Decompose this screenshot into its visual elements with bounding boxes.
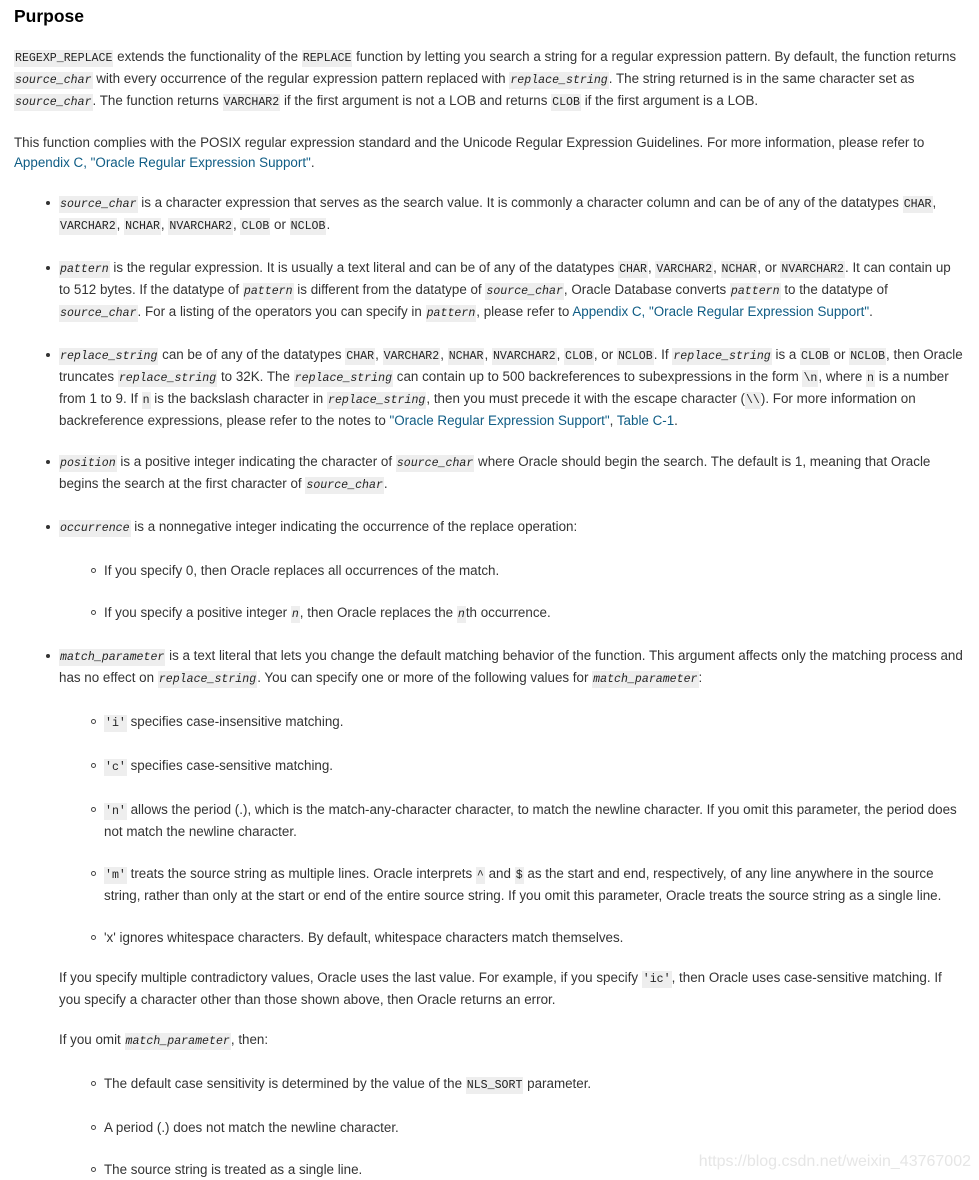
text: is the backslash character in [150, 391, 327, 406]
text: is a character expression that serves as the search value. It is commonly a character column and can be of any of the datatypes [137, 195, 903, 210]
code: VARCHAR2 [223, 96, 280, 109]
list-item-occurrence [59, 517, 965, 625]
sublist-item [104, 800, 965, 842]
code: replace_string [118, 372, 217, 385]
code: CLOB [565, 350, 593, 363]
text: allows the period (.), which is the match-any-character character, to match the newline character. If you omit this parameter, the period does not match the newline character. [104, 802, 957, 839]
text: , please refer to [476, 304, 573, 319]
code: REPLACE [302, 52, 352, 65]
code: 'n' [105, 805, 126, 818]
code: 'c' [105, 761, 126, 774]
sublist-item: 'x' ignores whitespace characters. By default, whitespace characters match themselves. [104, 928, 965, 948]
text: . If [653, 347, 673, 362]
code: VARCHAR2 [383, 350, 440, 363]
code: source_char [15, 74, 92, 87]
text: specifies case-sensitive matching. [126, 758, 334, 773]
text: . [383, 476, 388, 491]
text: parameter. [523, 1076, 592, 1091]
text: is different from the datatype of [293, 282, 486, 297]
text: , [375, 347, 383, 362]
text: can contain up to 500 backreferences to subexpressions in the form [393, 369, 803, 384]
code: source_char [60, 307, 137, 320]
text: can be of any of the datatypes [158, 347, 346, 362]
text: to the datatype of [780, 282, 888, 297]
code: NCLOB [290, 220, 326, 233]
code: NCLOB [617, 350, 653, 363]
posix-paragraph [14, 133, 965, 173]
code: NCLOB [850, 350, 886, 363]
text: , [440, 347, 448, 362]
list-item-position [59, 452, 965, 496]
code: pattern [60, 263, 109, 276]
text: , [556, 347, 565, 362]
text: , or [593, 347, 617, 362]
text: extends the functionality of the [113, 49, 302, 64]
text: is a number from 1 to 9. If [59, 369, 949, 406]
text: is a [771, 347, 801, 362]
code: VARCHAR2 [656, 263, 713, 276]
code: replace_string [510, 74, 608, 87]
text: . The string returned is in the same character set as [608, 71, 915, 86]
code: VARCHAR2 [60, 220, 116, 233]
sublist-item [104, 712, 965, 734]
code: 'ic' [642, 973, 671, 986]
text: . [869, 304, 873, 319]
text: . For a listing of the operators you can specify in [137, 304, 426, 319]
code: NVARCHAR2 [781, 263, 845, 276]
appendix-c-link[interactable]: Appendix C, "Oracle Regular Expression Support" [14, 155, 311, 170]
text: if the first argument is not a LOB and returns [280, 93, 552, 108]
intro-paragraph [14, 47, 965, 113]
text: . You can specify one or more of the following values for [257, 670, 593, 685]
code: match_parameter [593, 673, 698, 686]
code: n [867, 372, 874, 385]
text: is a nonnegative integer indicating the occurrence of the replace operation: [130, 519, 578, 534]
text: . The function returns [92, 93, 223, 108]
text: The default case sensitivity is determined by the value of the [104, 1076, 466, 1091]
text: , [647, 260, 656, 275]
code: n [291, 608, 299, 621]
code: NLS_SORT [466, 1079, 523, 1092]
text: as the start and end, respectively, of any line anywhere in the source string, rather than only at the start or end of the entire source string. If you omit this parameter, Oracle treats the source string as a single line. [104, 866, 942, 903]
text: . [674, 413, 678, 428]
table-c1-link[interactable]: Table C-1 [616, 413, 675, 428]
text: is a text literal that lets you change the default matching behavior of the function. This argument affects only the matching process and has no effect on [59, 648, 963, 685]
text: , then Oracle truncates [59, 347, 963, 384]
parameter-list [14, 193, 965, 1180]
code: n [457, 608, 465, 621]
code: CLOB [552, 96, 580, 109]
code: replace_string [327, 394, 426, 407]
text: and [484, 866, 515, 881]
text: , where [818, 369, 867, 384]
text: , then Oracle uses case-sensitive matching. If you specify a character other than those shown above, then Oracle returns an error. [59, 970, 942, 1007]
regex-support-link[interactable]: "Oracle Regular Expression Support" [389, 413, 610, 428]
code: occurrence [60, 522, 130, 535]
text: , [932, 195, 937, 210]
page-title: Purpose [14, 6, 85, 26]
list-item-pattern [59, 258, 965, 324]
text: to 32K. The [217, 369, 294, 384]
code: CLOB [241, 220, 270, 233]
list-item-match-parameter [59, 646, 965, 1180]
code: replace_string [158, 673, 257, 686]
appendix-c-link[interactable]: Appendix C, "Oracle Regular Expression Support" [572, 304, 870, 319]
text: where Oracle should begin the search. The default is 1, meaning that Oracle begins the search at the first character of [59, 454, 931, 491]
sublist-item [104, 1074, 965, 1096]
text: . It can contain up to 512 bytes. If the datatype of [59, 260, 951, 297]
code: $ [515, 869, 523, 882]
code: n [142, 394, 150, 407]
match-options-sublist [59, 712, 965, 948]
code: source_char [306, 479, 383, 492]
text: specifies case-insensitive matching. [126, 714, 344, 729]
text: This function complies with the POSIX regular expression standard and the Unicode Regular Expression Guidelines. For more information, please refer to [14, 135, 925, 150]
code: pattern [243, 285, 293, 298]
code: NVARCHAR2 [169, 220, 232, 233]
code: CHAR [346, 350, 375, 363]
code: REGEXP_REPLACE [15, 52, 113, 65]
text: function by letting you search a string for a regular expression pattern. By default, the function returns [352, 49, 957, 64]
code: source_char [15, 96, 92, 109]
text: is the regular expression. It is usually a text literal and can be of any of the datatypes [109, 260, 619, 275]
text: , or [757, 260, 781, 275]
omit-paragraph [59, 1030, 965, 1052]
sublist-item [104, 756, 965, 778]
code: 'i' [105, 717, 126, 730]
code: replace_string [60, 350, 158, 363]
text: treats the source string as multiple lines. Oracle interprets [126, 866, 476, 881]
text: th occurrence. [465, 605, 551, 620]
sublist-item: If you specify 0, then Oracle replaces all occurrences of the match. [104, 561, 965, 581]
contradictory-values-paragraph [59, 968, 965, 1010]
text: : [698, 670, 703, 685]
code: source_char [60, 198, 137, 211]
text: , [160, 217, 169, 232]
text: , [233, 217, 241, 232]
text: , [713, 260, 721, 275]
text: if the first argument is a LOB. [580, 93, 759, 108]
code: CHAR [903, 198, 932, 211]
text: , then: [230, 1032, 269, 1047]
text: or [270, 217, 290, 232]
code: CHAR [619, 263, 647, 276]
code: NCHAR [721, 263, 757, 276]
watermark: https://blog.csdn.net/weixin_43767002 [698, 1153, 971, 1170]
occurrence-sublist [59, 561, 965, 625]
text: If you specify multiple contradictory values, Oracle uses the last value. For example, if you specify [59, 970, 642, 985]
text: with every occurrence of the regular expression pattern replaced with [92, 71, 510, 86]
text: . [326, 217, 331, 232]
code: pattern [730, 285, 780, 298]
sublist-item: A period (.) does not match the newline character. [104, 1118, 965, 1138]
sublist-item [104, 864, 965, 906]
text: or [829, 347, 850, 362]
text: If you omit [59, 1032, 125, 1047]
sublist-item: The source string is treated as a single line. [104, 1160, 965, 1180]
code: position [60, 457, 116, 470]
text: , [609, 413, 617, 428]
match-parameter-notes [59, 968, 965, 1180]
code: match_parameter [125, 1035, 230, 1048]
code: source_char [486, 285, 563, 298]
code: \n [803, 372, 818, 385]
text: . [310, 155, 315, 170]
code: CLOB [801, 350, 829, 363]
list-item-source-char [59, 193, 965, 237]
text: is a positive integer indicating the character of [116, 454, 396, 469]
text: ). For more information on backreference expressions, please refer to the notes to [59, 391, 916, 428]
code: replace_string [673, 350, 771, 363]
text: , [484, 347, 492, 362]
text: , then you must precede it with the escape character ( [426, 391, 745, 406]
code: replace_string [294, 372, 393, 385]
sublist-item [104, 603, 965, 625]
code: source_char [396, 457, 474, 470]
code: pattern [426, 307, 476, 320]
text: If you specify a positive integer [104, 605, 291, 620]
list-item-replace-string [59, 345, 965, 431]
code: NCHAR [448, 350, 484, 363]
code: NVARCHAR2 [492, 350, 556, 363]
text: , Oracle Database converts [563, 282, 730, 297]
code: NCHAR [125, 220, 160, 233]
code: match_parameter [60, 651, 165, 664]
text: , [116, 217, 125, 232]
code: \\ [745, 394, 760, 407]
code: ^ [476, 869, 484, 882]
code: 'm' [105, 869, 126, 882]
text: , then Oracle replaces the [299, 605, 457, 620]
